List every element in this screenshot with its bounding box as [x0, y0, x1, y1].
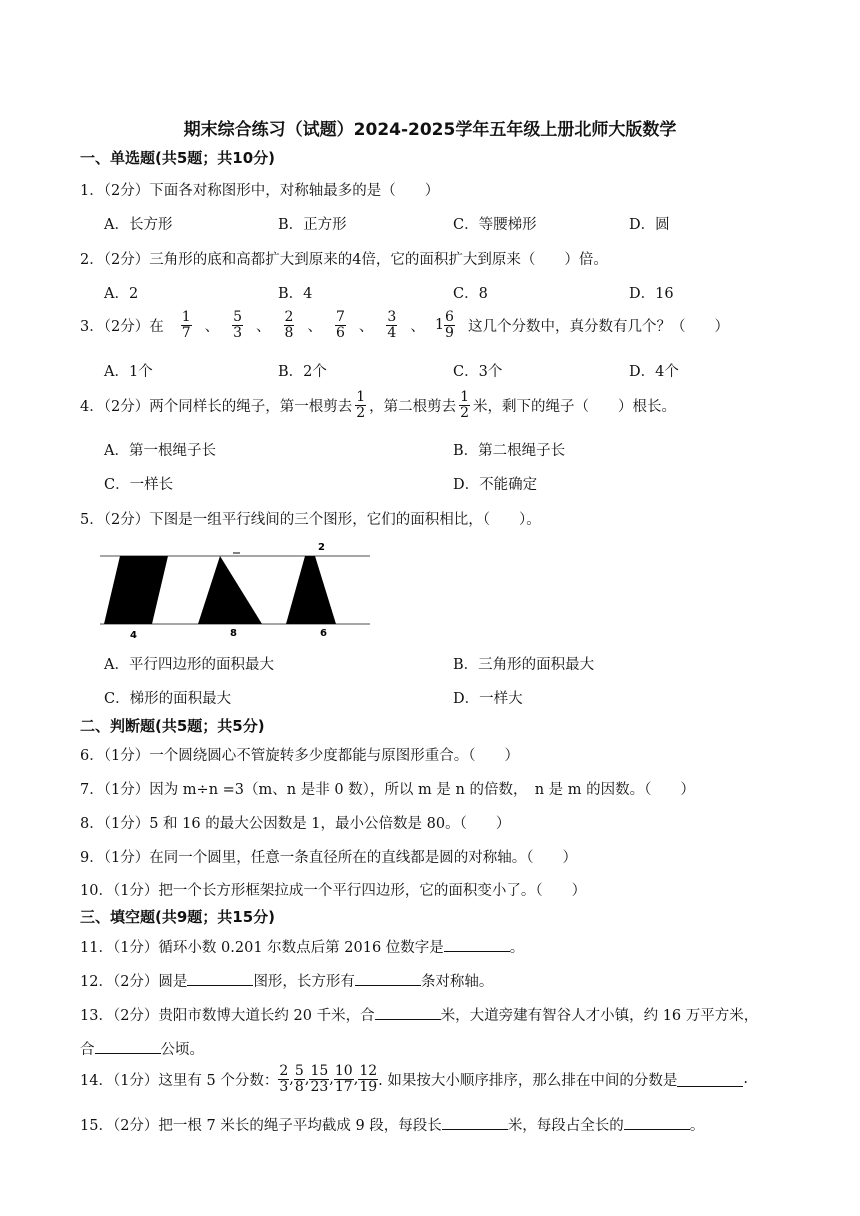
- q2-option-b[interactable]: B．4: [278, 286, 313, 302]
- mixed-number-fraction: $\frac{6}{9}$: [445, 309, 454, 341]
- page-title: 期末综合练习（试题）2024-2025学年五年级上册北师大版数学: [183, 120, 677, 140]
- separator: 、: [307, 318, 322, 335]
- q15-text-2: 米，每段占全长的: [507, 1118, 624, 1134]
- q4-option-a[interactable]: A．第一根绳子长: [104, 443, 216, 459]
- q4-option-c[interactable]: C．一样长: [104, 477, 174, 493]
- label-top-2: 2: [318, 542, 325, 553]
- fraction: $\frac{7}{6}$: [335, 309, 345, 341]
- q11-end: 。: [509, 940, 525, 956]
- question-13-line-1: [80, 1004, 758, 1025]
- question-10: 10．（1分）把一个长方形框架拉成一个平行四边形，它的面积变小了。（ ）: [80, 883, 587, 899]
- triangle-shape: [198, 556, 262, 624]
- q1-option-c[interactable]: C．等腰梯形: [453, 217, 537, 233]
- answer-blank[interactable]: [442, 1115, 508, 1130]
- fraction: $\frac{2}{3}$: [279, 1063, 289, 1095]
- separator: ,: [353, 1071, 359, 1088]
- q5-option-b[interactable]: B．三角形的面积最大: [453, 657, 595, 673]
- q13-text-3: 合: [80, 1042, 95, 1058]
- answer-blank[interactable]: [95, 1039, 161, 1054]
- fraction: $\frac{1}{2}$: [356, 389, 366, 421]
- question-8: 8．（1分）5 和 16 的最大公因数是 1，最小公倍数是 80。（ ）: [80, 816, 511, 832]
- separator: ,: [329, 1071, 334, 1088]
- q13-text-4: 公顷。: [160, 1042, 204, 1058]
- section-heading-true-false: 二、判断题(共5题；共5分): [80, 717, 265, 735]
- question-13-line-2: [80, 1038, 204, 1059]
- question-14: [80, 1064, 748, 1094]
- question-3-stem: [80, 310, 729, 340]
- q11-text: 11．（1分）循环小数 0.201 尔数点后第 2016 位数字是: [80, 940, 444, 956]
- q14-end: .: [743, 1071, 748, 1088]
- fraction: $\frac{5}{8}$: [294, 1063, 304, 1095]
- question-15: [80, 1114, 704, 1135]
- q13-text-1: 13．（2分）贵阳市数博大道长约 20 千米，合: [80, 1008, 375, 1024]
- separator: 、: [358, 318, 374, 335]
- q4-option-b[interactable]: B．第二根绳子长: [453, 443, 566, 459]
- q1-option-d[interactable]: D．圆: [629, 217, 670, 233]
- q2-option-c[interactable]: C．8: [453, 286, 488, 302]
- question-7: 7．（1分）因为 m÷n =3（m、n 是非 0 数），所以 m 是 n 的倍数， n 是 m 的因数。（ ）: [80, 782, 695, 798]
- fraction: $\frac{5}{3}$: [233, 309, 243, 341]
- q4-text-2: ，第二根剪去: [369, 398, 457, 415]
- separator: ,: [289, 1071, 294, 1088]
- q14-text-2: . 如果按大小顺序排序，那么排在中间的分数是: [378, 1072, 678, 1089]
- fraction: $\frac{12}{19}$: [359, 1063, 378, 1095]
- answer-blank[interactable]: [375, 1005, 441, 1020]
- q12-text-3: 条对称轴。: [420, 974, 494, 990]
- q4-option-d[interactable]: D．不能确定: [453, 477, 538, 493]
- question-1-stem: 1．（2分）下面各对称图形中，对称轴最多的是（ ）: [80, 183, 440, 199]
- question-2-stem: 2．（2分）三角形的底和高都扩大到原来的4倍，它的面积扩大到原来（ ）倍。: [80, 252, 608, 268]
- q2-option-d[interactable]: D．16: [629, 286, 674, 302]
- question-12: [80, 970, 493, 991]
- answer-blank[interactable]: [677, 1072, 743, 1087]
- question-4-stem: [80, 390, 676, 420]
- q4-text-1: 4．（2分）两个同样长的绳子，第一根剪去: [80, 398, 353, 415]
- q15-end: 。: [689, 1118, 705, 1134]
- answer-blank[interactable]: [624, 1115, 690, 1130]
- fraction: $\frac{1}{2}$: [460, 389, 470, 421]
- fraction: $\frac{2}{8}$: [284, 309, 294, 341]
- label-base-8: 8: [230, 628, 237, 639]
- answer-blank[interactable]: [444, 937, 510, 952]
- q14-text-1: 14．（1分）这里有 5 个分数：: [80, 1072, 279, 1089]
- q13-text-2: 米，大道旁建有智谷人才小镇，约 16 万平方米，: [440, 1008, 759, 1024]
- fraction: $\frac{1}{7}$: [181, 309, 191, 341]
- parallelogram-shape: [104, 556, 168, 624]
- separator: 、: [256, 318, 271, 335]
- q2-option-a[interactable]: A．2: [104, 286, 139, 302]
- parallel-lines-figure: [100, 538, 375, 640]
- q3-option-d[interactable]: D．4个: [629, 364, 679, 380]
- mixed-number-whole: 1: [434, 317, 445, 334]
- question-9: 9．（1分）在同一个圆里，任意一条直径所在的直线都是圆的对称轴。（ ）: [80, 850, 577, 866]
- fraction: $\frac{15}{23}$: [310, 1063, 329, 1095]
- label-base-4: 4: [130, 630, 137, 640]
- section-heading-fill-blank: 三、填空题(共9题；共15分): [80, 908, 276, 926]
- q5-option-a[interactable]: A．平行四边形的面积最大: [104, 657, 274, 673]
- answer-blank[interactable]: [187, 971, 253, 986]
- q1-option-b[interactable]: B．正方形: [278, 217, 347, 233]
- label-base-6: 6: [320, 628, 327, 639]
- separator: 、: [410, 318, 425, 335]
- fraction: $\frac{10}{17}$: [334, 1063, 353, 1095]
- separator: ,: [304, 1071, 310, 1088]
- separator: 、: [204, 318, 220, 335]
- question-5-stem: 5．（2分）下图是一组平行线间的三个图形，它们的面积相比，（ ）。: [80, 512, 541, 528]
- q3-option-a[interactable]: A．1个: [104, 364, 153, 380]
- q12-text-2: 图形，长方形有: [253, 974, 355, 990]
- q3-prefix: 3．（2分）在: [80, 318, 164, 335]
- q3-option-c[interactable]: C．3个: [453, 364, 503, 380]
- q3-option-b[interactable]: B．2个: [278, 364, 327, 380]
- question-11: [80, 936, 524, 957]
- fraction: $\frac{3}{4}$: [387, 309, 397, 341]
- q4-text-3: 米，剩下的绳子（ ）根长。: [473, 398, 677, 415]
- q15-text-1: 15．（2分）把一根 7 米长的绳子平均截成 9 段，每段长: [80, 1118, 442, 1134]
- q12-text-1: 12．（2分）圆是: [80, 974, 188, 990]
- q5-option-d[interactable]: D．一样大: [453, 691, 523, 707]
- answer-blank[interactable]: [355, 971, 421, 986]
- trapezoid-shape: [286, 556, 336, 624]
- question-6: 6．（1分）一个圆绕圆心不管旋转多少度都能与原图形重合。（ ）: [80, 748, 519, 764]
- q3-suffix: 这几个分数中，真分数有几个？（ ）: [467, 318, 729, 335]
- q5-option-c[interactable]: C．梯形的面积最大: [104, 691, 232, 707]
- section-heading-single-choice: 一、单选题(共5题；共10分): [80, 149, 276, 167]
- q1-option-a[interactable]: A．长方形: [104, 217, 173, 233]
